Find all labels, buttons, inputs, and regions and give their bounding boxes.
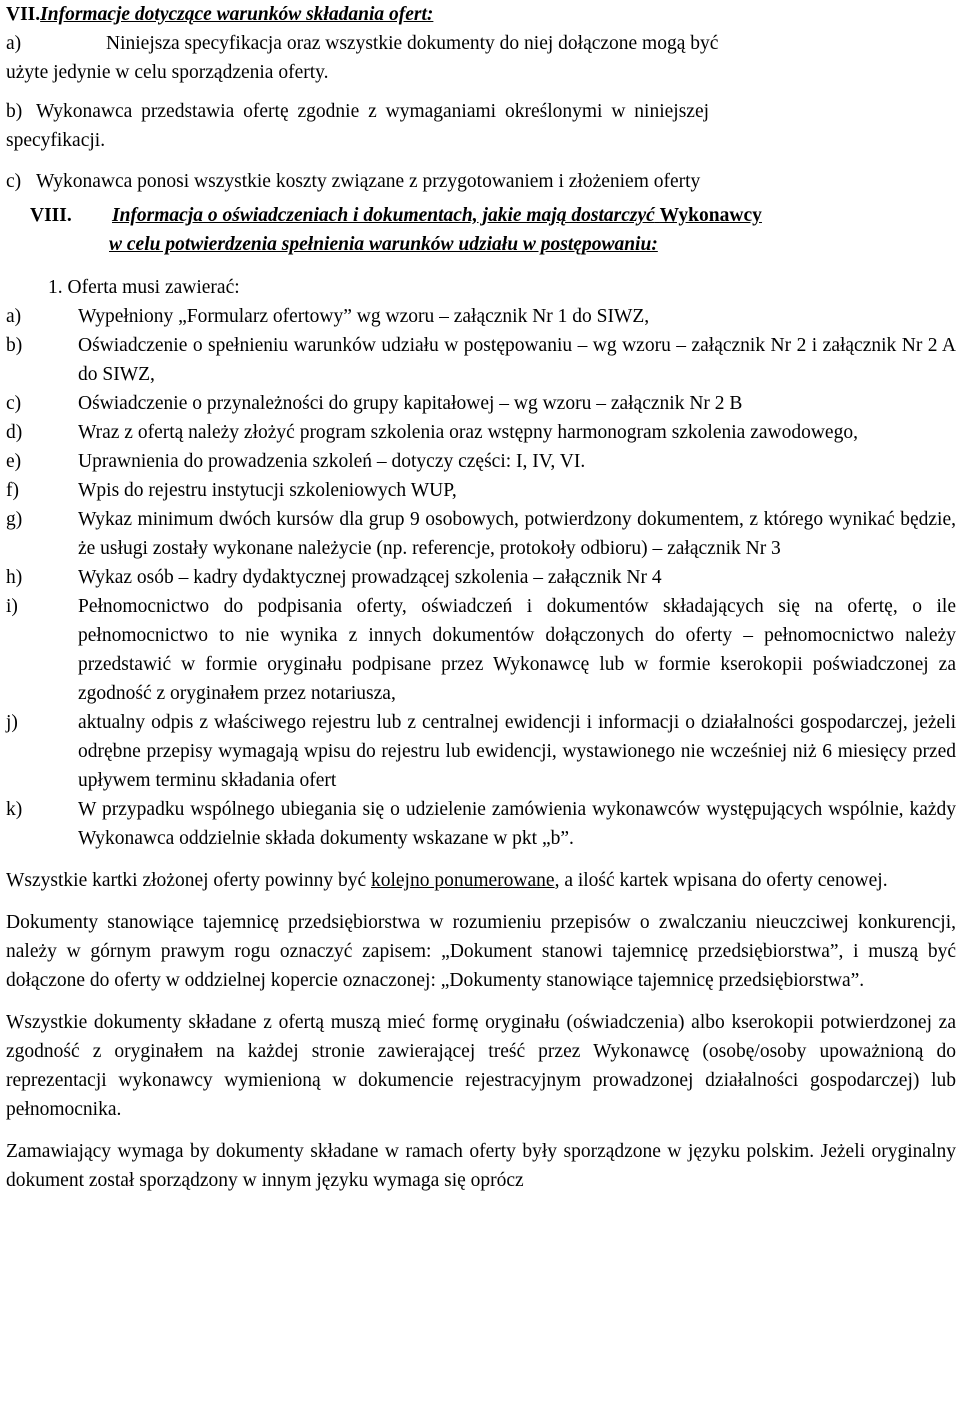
list-item: [6, 302, 956, 331]
item-label: a): [6, 306, 22, 327]
item-label: g): [6, 509, 23, 530]
item-text: Wykaz minimum dwóch kursów dla grup 9 osobowych, potwierdzony dokumentem, z którego wynikać będzie, że usługi zostały wykonane należycie (np. referencje, protokoły odbioru) – załącznik Nr 3: [78, 509, 956, 559]
document-page: [6, 0, 956, 1195]
section-number: VII.: [6, 4, 41, 25]
section-title-cont: w celu potwierdzenia spełnienia warunków udziału w postępowaniu:: [109, 234, 658, 255]
paragraph: Wszystkie dokumenty składane z ofertą muszą mieć formę oryginału (oświadczenia) albo kserokopii potwierdzonej za zgodność z oryginałem na każdej stronie zawierającej treść przez Wykonawcę (osobę/osoby upoważnioną do reprezentacji wykonawcy wymienioną w dokumencie rejestracyjnym prowadzonej działalności gospodarczej) lub pełnomocnika.: [6, 1012, 956, 1120]
list-intro: 1. Oferta musi zawierać:: [48, 277, 240, 298]
list-item: [6, 563, 956, 592]
list-item: [6, 795, 956, 853]
list-items: [6, 302, 956, 853]
item-text: Pełnomocnictwo do podpisania oferty, oświadczeń i dokumentów składających się na ofertę, o ile pełnomocnictwo to nie wynika z innych dokumentów dołączonych do oferty – pełnomocnictwo należy przedstawić w formie oryginału podpisane przez Wykonawcę lub w formie kserokopii poświadczonej za zgodność z oryginałem przez notariusza,: [78, 596, 956, 704]
item-text: Wraz z ofertą należy złożyć program szkolenia oraz wstępny harmonogram szkolenia zawodowego,: [78, 422, 858, 443]
item-text: Wpis do rejestru instytucji szkoleniowych WUP,: [78, 480, 457, 501]
list-item: [6, 476, 956, 505]
item-text: Uprawnienia do prowadzenia szkoleń – dotyczy części: I, IV, VI.: [78, 451, 586, 472]
item-label: h): [6, 567, 23, 588]
item-text: Oświadczenie o spełnieniu warunków udziału w postępowaniu – wg wzoru – załącznik Nr 2 i załącznik Nr 2 A do SIWZ,: [78, 335, 956, 385]
paragraph: [6, 866, 956, 895]
item-text-cont: użyte jedynie w celu sporządzenia oferty.: [6, 62, 329, 83]
list-item: [6, 97, 956, 155]
item-text: Wykonawca ponosi wszystkie koszty związane z przygotowaniem i złożeniem oferty: [36, 171, 701, 192]
item-text: W przypadku wspólnego ubiegania się o udzielenie zamówienia wykonawców występujących wspólnie, każdy Wykonawca oddzielnie składa dokumenty wskazane w pkt „b”.: [78, 799, 956, 849]
item-label: k): [6, 799, 23, 820]
list-item: [6, 447, 956, 476]
item-label: b): [6, 101, 23, 122]
item-text: aktualny odpis z właściwego rejestru lub z centralnej ewidencji i informacji o działalności gospodarczej, jeżeli odrębne przepisy wymagają wpisu do rejestru lub ewidencji, wystawionego nie wcześniej niż 6 miesięcy przed upływem terminu składania ofert: [78, 712, 956, 791]
item-label: c): [6, 393, 22, 414]
item-text: Wypełniony „Formularz ofertowy” wg wzoru – załącznik Nr 1 do SIWZ,: [78, 306, 650, 327]
requirements-list: [6, 273, 956, 853]
list-item: [6, 331, 956, 389]
list-item: [6, 418, 956, 447]
section-title-part: Wykonawcy: [659, 205, 762, 226]
item-label: i): [6, 596, 18, 617]
item-label: b): [6, 335, 23, 356]
item-label: c): [6, 171, 22, 192]
item-text: Wykonawca przedstawia ofertę zgodnie z wymaganiami określonymi w niniejszej: [36, 101, 710, 122]
item-text: Niniejsza specyfikacja oraz wszystkie dokumenty do niej dołączone mogą być: [106, 33, 719, 54]
list-item: [6, 708, 956, 795]
item-label: e): [6, 451, 22, 472]
list-item: [6, 505, 956, 563]
paragraph: Zamawiający wymaga by dokumenty składane w ramach oferty były sporządzone w języku polskim. Jeżeli oryginalny dokument został sporządzony w innym języku wymaga się oprócz: [6, 1141, 956, 1191]
section-vii-heading: [6, 0, 956, 29]
paragraph-text: , a ilość kartek wpisana do oferty cenowej.: [554, 870, 888, 891]
paragraph-text: Wszystkie kartki złożonej oferty powinny być: [6, 870, 371, 891]
section-title-part: Informacja o oświadczeniach i dokumentach, jakie mają dostarczyć: [112, 205, 655, 226]
section-title: Informacje dotyczące warunków składania ofert:: [40, 4, 434, 25]
list-item: [6, 29, 956, 87]
item-label: j): [6, 712, 18, 733]
list-item: [6, 389, 956, 418]
item-label: a): [6, 33, 22, 54]
item-label: d): [6, 422, 23, 443]
item-text: Wykaz osób – kadry dydaktycznej prowadzącej szkolenia – załącznik Nr 4: [78, 567, 662, 588]
list-item: [6, 167, 956, 196]
item-text: Oświadczenie o przynależności do grupy kapitałowej – wg wzoru – załącznik Nr 2 B: [78, 393, 743, 414]
item-text-cont: specyfikacji.: [6, 130, 106, 151]
section-title: [112, 205, 762, 226]
item-label: f): [6, 480, 19, 501]
section-viii: [6, 201, 956, 259]
section-viii-heading: [6, 201, 956, 259]
underlined-text: kolejno ponumerowane: [370, 870, 555, 891]
list-item: [6, 592, 956, 708]
section-vii: [6, 0, 956, 196]
paragraph: Dokumenty stanowiące tajemnicę przedsiębiorstwa w rozumieniu przepisów o zwalczaniu nieuczciwej konkurencji, należy w górnym prawym rogu oznaczyć zapisem: „Dokument stanowi tajemnicę przedsiębiorstwa”, i muszą być dołączone do oferty w oddzielnej kopercie oznaczonej: „Dokumenty stanowiące tajemnicę przedsiębiorstwa”.: [6, 912, 956, 991]
section-number: VIII.: [30, 205, 72, 226]
